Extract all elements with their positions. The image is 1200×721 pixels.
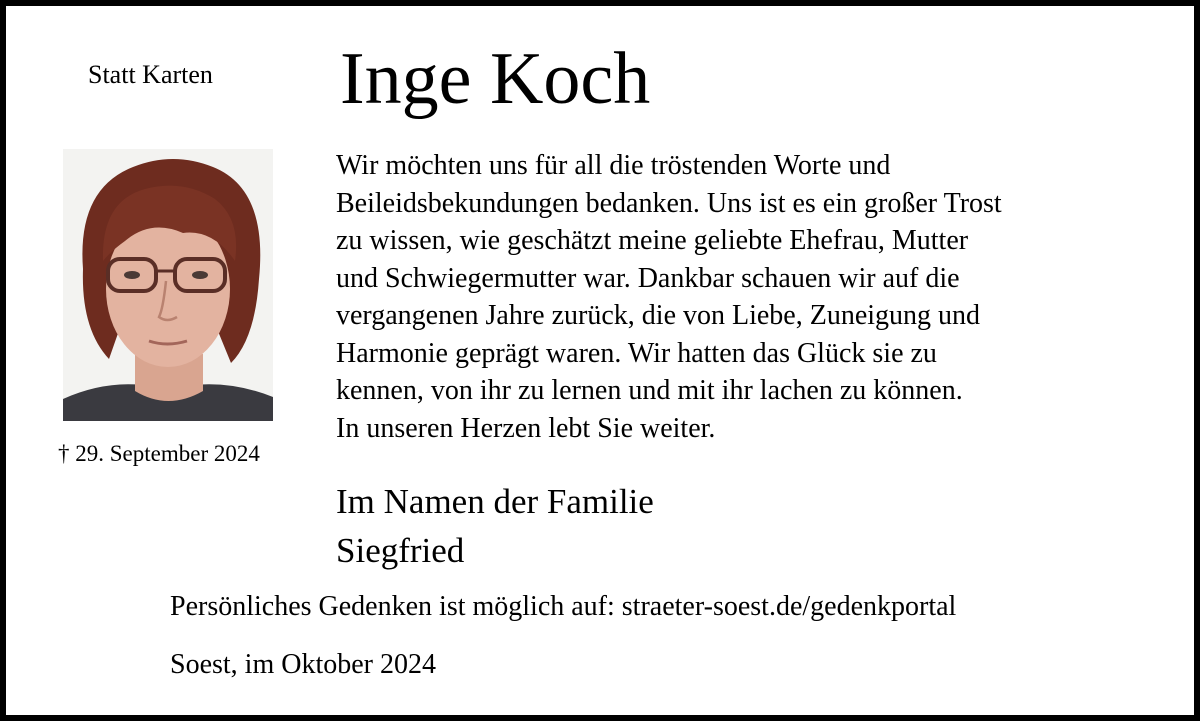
thank-you-message — [336, 147, 1136, 447]
signature-name: Siegfried — [336, 531, 465, 570]
message-line: Beileidsbekundungen bedanken. Uns ist es ein großer Trost — [336, 187, 1002, 219]
message-line: In unseren Herzen lebt Sie weiter. — [336, 412, 716, 444]
message-line: zu wissen, wie geschätzt meine geliebte Ehefrau, Mutter — [336, 225, 969, 256]
deceased-name: Inge Koch — [340, 38, 651, 120]
message-line: Harmonie geprägt waren. Wir hatten das Glück sie zu — [336, 337, 937, 369]
statt-karten-note: Statt Karten — [88, 60, 213, 89]
message-line: kennen, von ihr zu lernen und mit ihr lachen zu können. — [336, 375, 963, 406]
portrait-photo — [63, 149, 273, 421]
family-signature — [336, 477, 654, 575]
place-and-date: Soest, im Oktober 2024 — [170, 649, 436, 680]
death-date: † 29. September 2024 — [58, 441, 260, 466]
message-line: vergangenen Jahre zurück, die von Liebe, Zuneigung und — [336, 300, 981, 331]
message-line: Wir möchten uns für all die tröstenden Worte und — [336, 150, 891, 181]
signature-line: Im Namen der Familie — [336, 482, 654, 521]
memorial-portal-note: Persönliches Gedenken ist möglich auf: straeter-soest.de/gedenkportal — [170, 591, 957, 622]
portrait-illustration — [63, 149, 273, 421]
message-line: und Schwiegermutter war. Dankbar schauen wir auf die — [336, 262, 960, 294]
